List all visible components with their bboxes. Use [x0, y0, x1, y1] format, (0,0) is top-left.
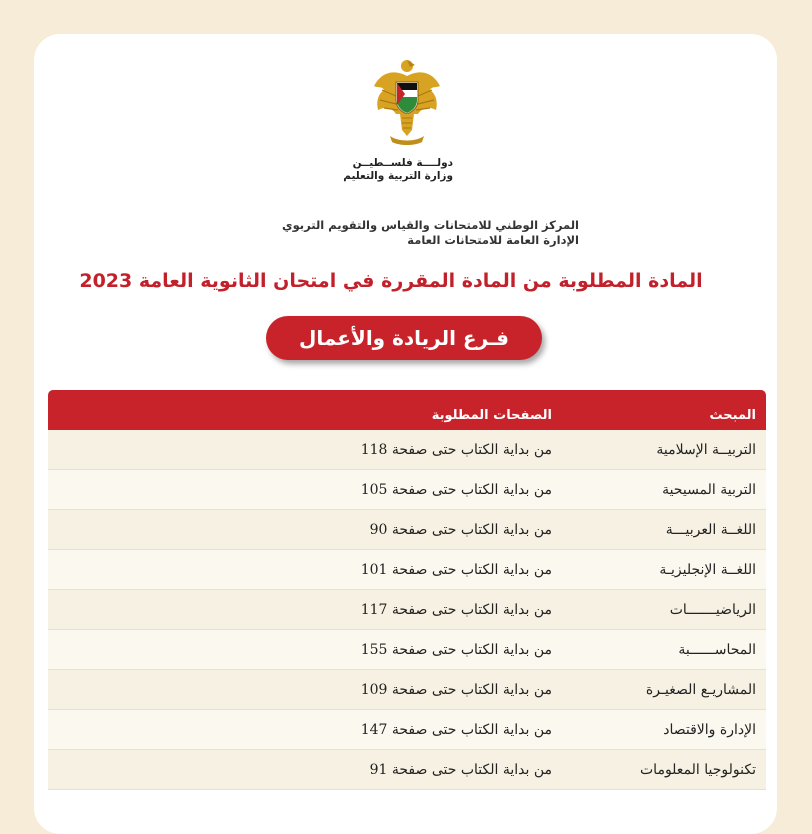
branch-badge: فـرع الريادة والأعمال — [266, 316, 542, 360]
subjects-table — [48, 390, 766, 790]
table-row — [48, 590, 766, 630]
subject-cell: اللغــة العربيـــة — [665, 521, 756, 538]
page-title: المادة المطلوبة من المادة المقررة في امتحان الثانوية العامة 2023 — [79, 270, 703, 292]
subject-cell: تكنولوجيا المعلومات — [640, 761, 756, 778]
subject-cell: المحاســــــبة — [678, 641, 756, 658]
table-row — [48, 750, 766, 790]
center-text — [200, 218, 579, 248]
table-row — [48, 470, 766, 510]
pages-cell: من بداية الكتاب حتى صفحة 101 — [360, 561, 552, 578]
exam-center-name: المركز الوطني للامتحانات والقياس والتقويم التربوي — [282, 218, 579, 232]
pages-cell: من بداية الكتاب حتى صفحة 109 — [360, 681, 552, 698]
pages-cell: من بداية الكتاب حتى صفحة 118 — [360, 441, 552, 458]
subject-cell: المشاريـع الصغيـرة — [645, 681, 756, 698]
pages-cell: من بداية الكتاب حتى صفحة 105 — [360, 481, 552, 498]
ministry-name: وزارة التربية والتعليم — [343, 170, 453, 182]
directorate-name: الإدارة العامة للامتحانات العامة — [407, 233, 579, 247]
palestine-eagle-emblem-icon — [372, 56, 442, 148]
table-row — [48, 430, 766, 470]
table-row — [48, 550, 766, 590]
state-ministry-text — [340, 157, 453, 183]
header-pages: الصفحات المطلوبة — [431, 408, 552, 423]
header-subject: المبحث — [709, 408, 756, 423]
table-row — [48, 670, 766, 710]
pages-cell: من بداية الكتاب حتى صفحة 90 — [369, 521, 552, 538]
pages-cell: من بداية الكتاب حتى صفحة 147 — [360, 721, 552, 738]
subject-cell: التربيــة الإسلامية — [656, 441, 756, 458]
pages-cell: من بداية الكتاب حتى صفحة 117 — [360, 601, 552, 618]
pages-cell: من بداية الكتاب حتى صفحة 91 — [369, 761, 552, 778]
table-row — [48, 710, 766, 750]
subject-cell: اللغــة الإنجليزيـة — [659, 561, 756, 578]
table-header — [48, 390, 766, 430]
table-row — [48, 630, 766, 670]
subject-cell: الإدارة والاقتصاد — [663, 721, 756, 738]
table-row — [48, 510, 766, 550]
table-body — [48, 430, 766, 790]
subject-cell: الرياضيـــــــات — [669, 601, 756, 618]
pages-cell: من بداية الكتاب حتى صفحة 155 — [360, 641, 552, 658]
subject-cell: التربية المسيحية — [662, 481, 756, 498]
state-name: دولــــة فلســطيــن — [352, 157, 453, 169]
